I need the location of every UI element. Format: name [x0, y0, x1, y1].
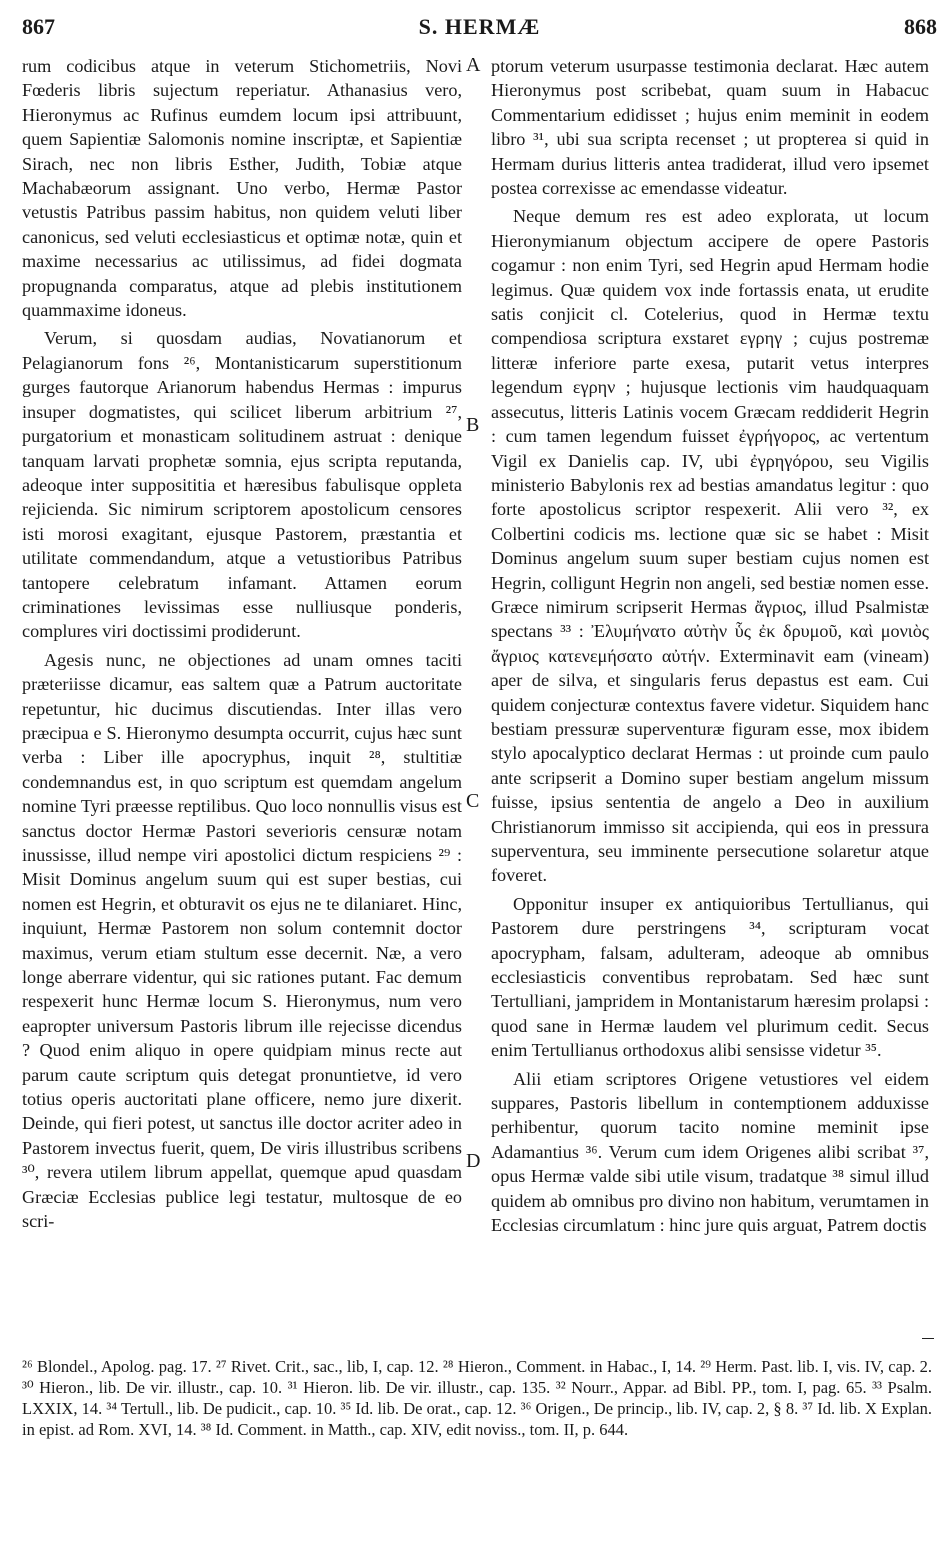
continuation-rule: [922, 1338, 934, 1339]
section-marker-a: A: [466, 54, 481, 76]
right-paragraph-3: Opponitur insuper ex antiquioribus Tertullianus, qui Pastorem dure perstringens ³⁴, scripturam vocat apocrypham, falsam, adulteram, adeoque ab omnibus ecclesiasticis conventibus reprobatam. Sed hæc sunt Tertulliani, jampridem in Montanistarum hæresim prolapsi : quod sane in Hermæ laudem vel plurimum cedit. Secus enim Tertullianus orthodoxus alibi sensisse videtur ³⁵.: [491, 893, 929, 1061]
running-title: S. HERMÆ: [418, 14, 541, 39]
right-paragraph-4: Alii etiam scriptores Origene vetustiores vel eidem suppares, Pastoris libellum in contemptionem adduxisse perhibentur, quorum tacito nomine meminit ipse Adamantius ³⁶. Verum cum idem Origenes alibi scribat ³⁷, opus Hermæ valde sibi utile visum, tradatque ³⁸ simul illud quidem ab omnibus pro divino non habitum, verumtamen in Ecclesias circumlatum : hinc jure quis arguat, Patrem doctis: [491, 1068, 929, 1236]
left-page-number: 867: [22, 14, 55, 39]
section-marker-d: D: [466, 1150, 481, 1172]
footnote-text: ²⁶ Blondel., Apolog. pag. 17. ²⁷ Rivet. Crit., sac., lib, I, cap. 12. ²⁸ Hieron., Comment. in Habac., I, 14. ²⁹ Herm. Past. lib. I, vis. IV, cap. 2. ³⁰ Hieron., lib. De vir. illustr., cap. 10. ³¹ Hieron. lib. De vir. illustr., cap. 135. ³² Nourr., Appar. ad Bibl. PP., tom. I, pag. 65. ³³ Psalm. LXXIX, 14. ³⁴ Tertull., lib. De pudicit., cap. 10. ³⁵ Id. lib. De orat., cap. 12. ³⁶ Origen., De princip., lib. IV, cap. 2, § 8. ³⁷ Id. lib. X Explan. in epist. ad Rom. XVI, 14. ³⁸ Id. Comment. in Matth., cap. XIV, edit noviss., tom. II, p. 644.: [22, 1357, 932, 1439]
right-paragraph-2: Neque demum res est adeo explorata, ut locum Hieronymianum objectum accipere de opere Pastoris cogamur : non enim Tyri, sed Hegrin apud Hermam hodie legimus. Quæ quidem vox inde fortassis enata, ut erudite satis conjicit cl. Cotelerius, quod in Hermæ textu compendiosa scriptura exstaret εγρηγ ; cujus postremæ litteræ inferiore parte exesa, putarit vetus interpres legendum εγρην ; hujusque lectionis vim haudquaquam assecutus, litteris Latinis vocem Græcam reddiderit Hegrin : cum tamen legendum fuisset ἐγρήγορος, ac vertentum Vigil ex Danielis cap. IV, ubi ἐγρηγόρου, seu Vigilis ministerio Babylonis rex ad bestias amandatus legitur : quo forte apostolicus scriptor respexerit. Alii vero ³², ex Colbertini codicis ms. lectione quæ sic se habet : Misit Dominus angelum suum super bestiam cujus nomen est Hegrin, colligunt Hegrin non angeli, sed bestiæ nomen esse. Græce nimirum scripserit Hermas ἄγριος, illud Psalmistæ spectans ³³ : Ἐλυμήνατο αὐτὴν ὗς ἐκ δρυμοῦ, καὶ μονιὸς ἄγριος κατενεμήσατο αὐτήν. Exterminavit eam (vineam) aper de silva, et singularis ferus depastus est eam. Cui quidem conjecturæ contextus favere videtur. Siquidem hanc bestiam pressuræ superventuræ figuram esse, mox ibidem stylo apocalyptico declarat Hermas : ut proinde cum paulo ante scripserit a Domino super bestiam angelum missum fuisse, ipsius sententia de angelo a Deo in auxilium Christianorum immisso sit accipienda, qui eos in pressura superventura, seu imminente persecutione solaretur atque foveret.: [491, 206, 929, 886]
section-marker-b: B: [466, 414, 480, 436]
left-paragraph-2: Verum, si quosdam audias, Novatianorum et Pelagianorum fons ²⁶, Montanisticarum superstitionum gurges fautorque Arianorum habendus Hermas : impurus insuper dogmatistes, qui scilicet liberum arbitrium ²⁷, purgatorium et monasticam solitudinem astruat : denique tanquam larvati prophetæ somnia, ejus scripta reputanda, adeoque inter supposititia et hæresibus fabulisque oppleta rejicienda. Sic nimirum scriptorem apostolicum censores isti morosi exagitant, ejusque Pastorem, præstantia et utilitate commendandum, atque a vetustioribus Patribus tantopere celebratum infamant. Attamen eorum criminationes levissimas esse nulliusque ponderis, complures viri doctissimi prodiderunt.: [22, 328, 462, 642]
page-header: [22, 14, 937, 42]
right-paragraph-1: ptorum veterum usurpasse testimonia declarat. Hæc autem Hieronymus post scribebat, quam suum in Habacuc Commentarium edidisset ; hujus enim meminit in eodem libro ³¹, ubi sua scripta recenset ; ut propterea si quid in Hermam durius litteris antea tradiderat, illud vero ipsemet postea correxisse ac emendasse videatur.: [491, 56, 929, 199]
footnotes: [22, 1356, 932, 1440]
section-marker-c: C: [466, 790, 480, 812]
right-column: [491, 54, 929, 1242]
left-paragraph-3: Agesis nunc, ne objectiones ad unam omnes taciti præteriisse dicamur, eas saltem quæ a Patrum auctoritate repetuntur, hic ducimus discutiendas. Inter illas vero præcipua e S. Hieronymo desumpta occurrit, cujus hæc sunt verba : Liber ille apocryphus, inquit ²⁸, stultitiæ condemnandus est, in quo scriptum est quemdam angelum nomine Tyri præesse reptilibus. Quo loco nonnullis visus est sanctus doctor Hermæ Pastori severioris censuræ notam inussisse, illud nempe viri apostolici dictum respiciens ²⁹ : Misit Dominus angelum suum qui est super bestias, cui nomen est Hegrin, et obturavit os ejus ne te dilaniaret. Hinc, inquiunt, Hermæ Pastorem non solum contemnit doctor maximus, verum etiam stultum esse decernit. Næ, a vero longe aberrare videntur, qui sic rationes putant. Fac demum respexerit hunc Hermæ locum S. Hieronymus, num vero eapropter universum Pastoris librum ille rejecisse dicendus ? Quod enim aliquo in opere quidpiam minus recte aut parum caute scriptum quis detegat pronuntietve, id vero totius operis auctoritati plane officere, nemo jure dixerit. Deinde, qui fieri potest, ut sanctus ille doctor acriter adeo in Pastorem invectus fuerit, quem, De viris illustribus scribens ³⁰, revera utilem librum appellat, quemque apud quasdam Græciæ Ecclesias publice legi testatur, multosque de eo scri-: [22, 649, 462, 1232]
left-paragraph-1: rum codicibus atque in veterum Stichometriis, Novi Fœderis libris sujectum reperiatur. Athanasius vero, Hieronymus ac Rufinus eumdem locum ipsi attribuunt, quem Sapientiæ Salomonis nomine inscriptæ, et Sapientiæ Sirach, nec non libris Esther, Judith, Tobiæ atque Machabæorum assignant. Uno verbo, Hermæ Pastor vetustis Patribus passim habitus, non quidem veluti liber canonicus, sed veluti ecclesiasticus et optimæ notæ, quin et maxime necessarius ac utilissimus, ad fidei dogmata propugnanda comparatus, atque ad plebis institutionem quammaxime idoneus.: [22, 56, 462, 321]
left-column: [22, 54, 462, 1238]
right-page-number: 868: [904, 14, 937, 39]
